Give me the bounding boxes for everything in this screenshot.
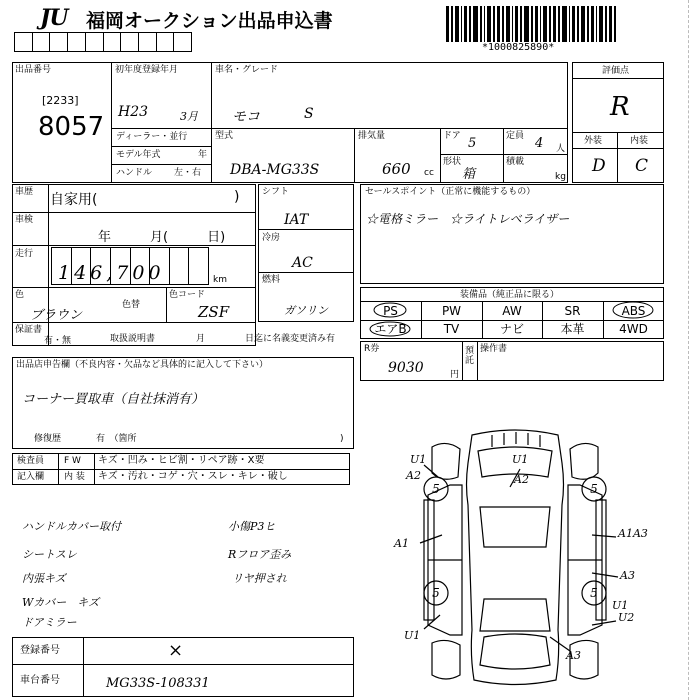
vehicle-name-value: モコ <box>232 109 260 125</box>
equip-navi: ナビ <box>499 322 524 336</box>
inspector-row1-label: 検査員 <box>17 456 45 466</box>
model-type-value: DBA-MG33S <box>230 162 320 178</box>
note-right-1: 小傷P3ヒ <box>228 520 276 533</box>
aircon-value: AC <box>292 255 313 271</box>
checkbox-row <box>14 32 192 52</box>
shape-value: 箱 <box>462 167 476 182</box>
model-year-label: モデル年式 <box>116 150 161 160</box>
form-title: 福岡オークション出品申込書 <box>86 10 333 32</box>
evaluation-block <box>572 62 664 183</box>
inspector-row2-label: 記入欄 <box>17 472 45 482</box>
displacement-value: 660 <box>382 160 411 178</box>
listing-sub-number: [2233] <box>42 94 79 107</box>
marker-u1-top: U1 <box>512 453 529 466</box>
marker-u1-rear-left: U1 <box>404 629 421 642</box>
manual-month: 月 <box>196 334 206 344</box>
note-left-3: 内張キズ <box>22 572 66 585</box>
car-damage-diagram <box>380 425 680 695</box>
evaluation-score: R <box>610 92 630 122</box>
capacity-value: 4 <box>535 136 544 151</box>
manual-note: 日迄に名義変更済み有 <box>245 334 336 344</box>
barcode <box>446 6 616 42</box>
chassis-number-value: MG33S-108331 <box>106 676 210 691</box>
mileage-value: 146,700 <box>58 262 165 284</box>
equip-pw: PW <box>441 304 462 318</box>
marker-a1a3-right: A1A3 <box>618 527 648 540</box>
inspector-row2-text: キズ・汚れ・コゲ・穴・スレ・キレ・破し <box>98 471 288 482</box>
tire-rear-left: 5 <box>432 586 440 600</box>
sales-points-label: セールスポイント（正常に機能するもの） <box>365 187 536 197</box>
marker-a2-left: A2 <box>406 469 421 482</box>
marker-a1-left: A1 <box>394 537 409 550</box>
recycle-value: 9030 <box>388 360 424 376</box>
recycle-unit: 円 <box>450 370 460 380</box>
equip-sr: SR <box>564 304 581 318</box>
equip-aw: AW <box>502 304 522 318</box>
marker-a3-rear: A3 <box>566 649 581 662</box>
barcode-number: *1000825890* <box>482 42 555 53</box>
manual-label: 取扱説明書 <box>110 334 156 344</box>
model-type-label: 型式 <box>215 131 234 141</box>
inspector-row2-head: 内 装 <box>64 472 85 482</box>
load-label: 積載 <box>506 157 525 167</box>
handle-label: ハンドル <box>116 168 153 178</box>
aircon-label: 冷房 <box>262 233 281 243</box>
color-code-label: 色コード <box>169 290 206 300</box>
note-left-2: シートスレ <box>22 548 77 561</box>
door-label: ドア <box>443 131 461 141</box>
color-code-value: ZSF <box>198 303 230 321</box>
listing-number-label: 出品番号 <box>15 65 52 75</box>
inspector-row1-head: F W <box>64 456 81 466</box>
equipment-circles <box>360 301 664 339</box>
capacity-label: 定員 <box>506 131 525 141</box>
displacement-label: 排気量 <box>358 131 386 141</box>
usage-type-value: 自家用( <box>50 192 98 208</box>
first-registration-label: 初年度登録年月 <box>115 65 179 75</box>
repair-history-label: 修復歴 <box>34 434 62 444</box>
first-registration-month: 3月 <box>180 110 198 123</box>
marker-u1-front-left: U1 <box>410 453 427 466</box>
shift-value: IAT <box>284 212 309 228</box>
fuel-label: 燃料 <box>262 275 281 285</box>
exterior-label: 外装 <box>584 136 603 146</box>
inspector-row1-text: キズ・凹み・ヒビ割・リペア跡・X要 <box>98 455 265 466</box>
shape-label: 形状 <box>443 157 462 167</box>
note-right-3: リヤ押され <box>232 572 287 585</box>
equip-airbag: エアB <box>374 322 407 336</box>
dealer-label: ディーラー・並行 <box>116 132 188 142</box>
marker-a3-right: A3 <box>620 569 635 582</box>
equip-leather: 本革 <box>560 322 585 336</box>
repair-history-close: ) <box>340 434 344 444</box>
interior-score: C <box>635 156 649 176</box>
equip-ps: PS <box>383 304 398 318</box>
report-value: コーナー買取車（自社抹消有） <box>22 392 205 407</box>
color-swap-label: 色替 <box>122 300 141 310</box>
chassis-number-label: 車台番号 <box>20 675 60 686</box>
equipment-label: 装備品（純正品に限る） <box>460 290 560 300</box>
vehicle-name-label: 車名・グレード <box>215 65 279 75</box>
registration-number-label: 登録番号 <box>20 645 60 656</box>
vehicle-grade-value: S <box>304 106 314 122</box>
mileage-label: 走行 <box>15 249 34 259</box>
tire-front-right: 5 <box>590 482 598 496</box>
deposit-label: 預託 <box>465 346 475 366</box>
recycle-label: R券 <box>364 344 380 354</box>
equip-abs: ABS <box>621 304 646 318</box>
tire-rear-right: 5 <box>590 586 598 600</box>
capacity-unit: 人 <box>556 144 566 154</box>
note-left-4: Wカバー キズ <box>22 596 100 609</box>
sales-points-block <box>360 184 664 284</box>
note-right-2: Rフロア歪み <box>228 548 292 561</box>
equip-4wd: 4WD <box>619 322 648 336</box>
warranty-label: 保証書 <box>15 325 43 335</box>
report-label: 出品店申告欄（不良内容・欠品など具体的に記入して下さい） <box>16 360 269 370</box>
note-left-1: ハンドルカバー取付 <box>22 520 121 533</box>
color-value: ブラウン <box>30 308 83 323</box>
page-edge <box>688 0 700 700</box>
door-value: 5 <box>468 136 477 151</box>
note-left-5: ドアミラー <box>22 616 77 629</box>
marker-u1-rear-right: U1 <box>612 599 629 612</box>
tire-front-left: 5 <box>432 482 440 496</box>
auction-logo: JU <box>40 5 68 31</box>
handle-options: 左・右 <box>174 168 202 178</box>
displacement-unit: cc <box>424 168 434 178</box>
model-year-unit: 年 <box>198 150 208 160</box>
marker-a2-top: A2 <box>514 473 529 486</box>
load-unit: kg <box>555 172 566 182</box>
usage-type-close: ) <box>234 189 240 205</box>
exterior-score: D <box>592 156 606 176</box>
interior-label: 内装 <box>630 136 649 146</box>
registration-number-value: × <box>168 640 184 661</box>
color-label: 色 <box>15 290 25 300</box>
warranty-options: 有・無 <box>44 336 72 346</box>
repair-history-value: 有 （箇所 <box>96 434 137 444</box>
evaluation-label: 評価点 <box>602 66 630 76</box>
marker-u2-right: U2 <box>618 611 635 624</box>
mileage-unit: km <box>213 275 227 285</box>
first-registration-value: H23 <box>118 104 149 120</box>
inspection-format: 年 月( 日) <box>98 230 226 245</box>
listing-number: 8057 <box>38 112 105 142</box>
usage-type-label: 車歴 <box>15 187 34 197</box>
other-label: 操作書 <box>480 344 508 354</box>
sales-points-value: ☆電格ミラー ☆ライトレベライザー <box>366 212 570 226</box>
inspection-label: 車検 <box>15 215 34 225</box>
equip-tv: TV <box>443 322 460 336</box>
fuel-value: ガソリン <box>284 304 328 317</box>
shift-label: シフト <box>262 187 290 197</box>
